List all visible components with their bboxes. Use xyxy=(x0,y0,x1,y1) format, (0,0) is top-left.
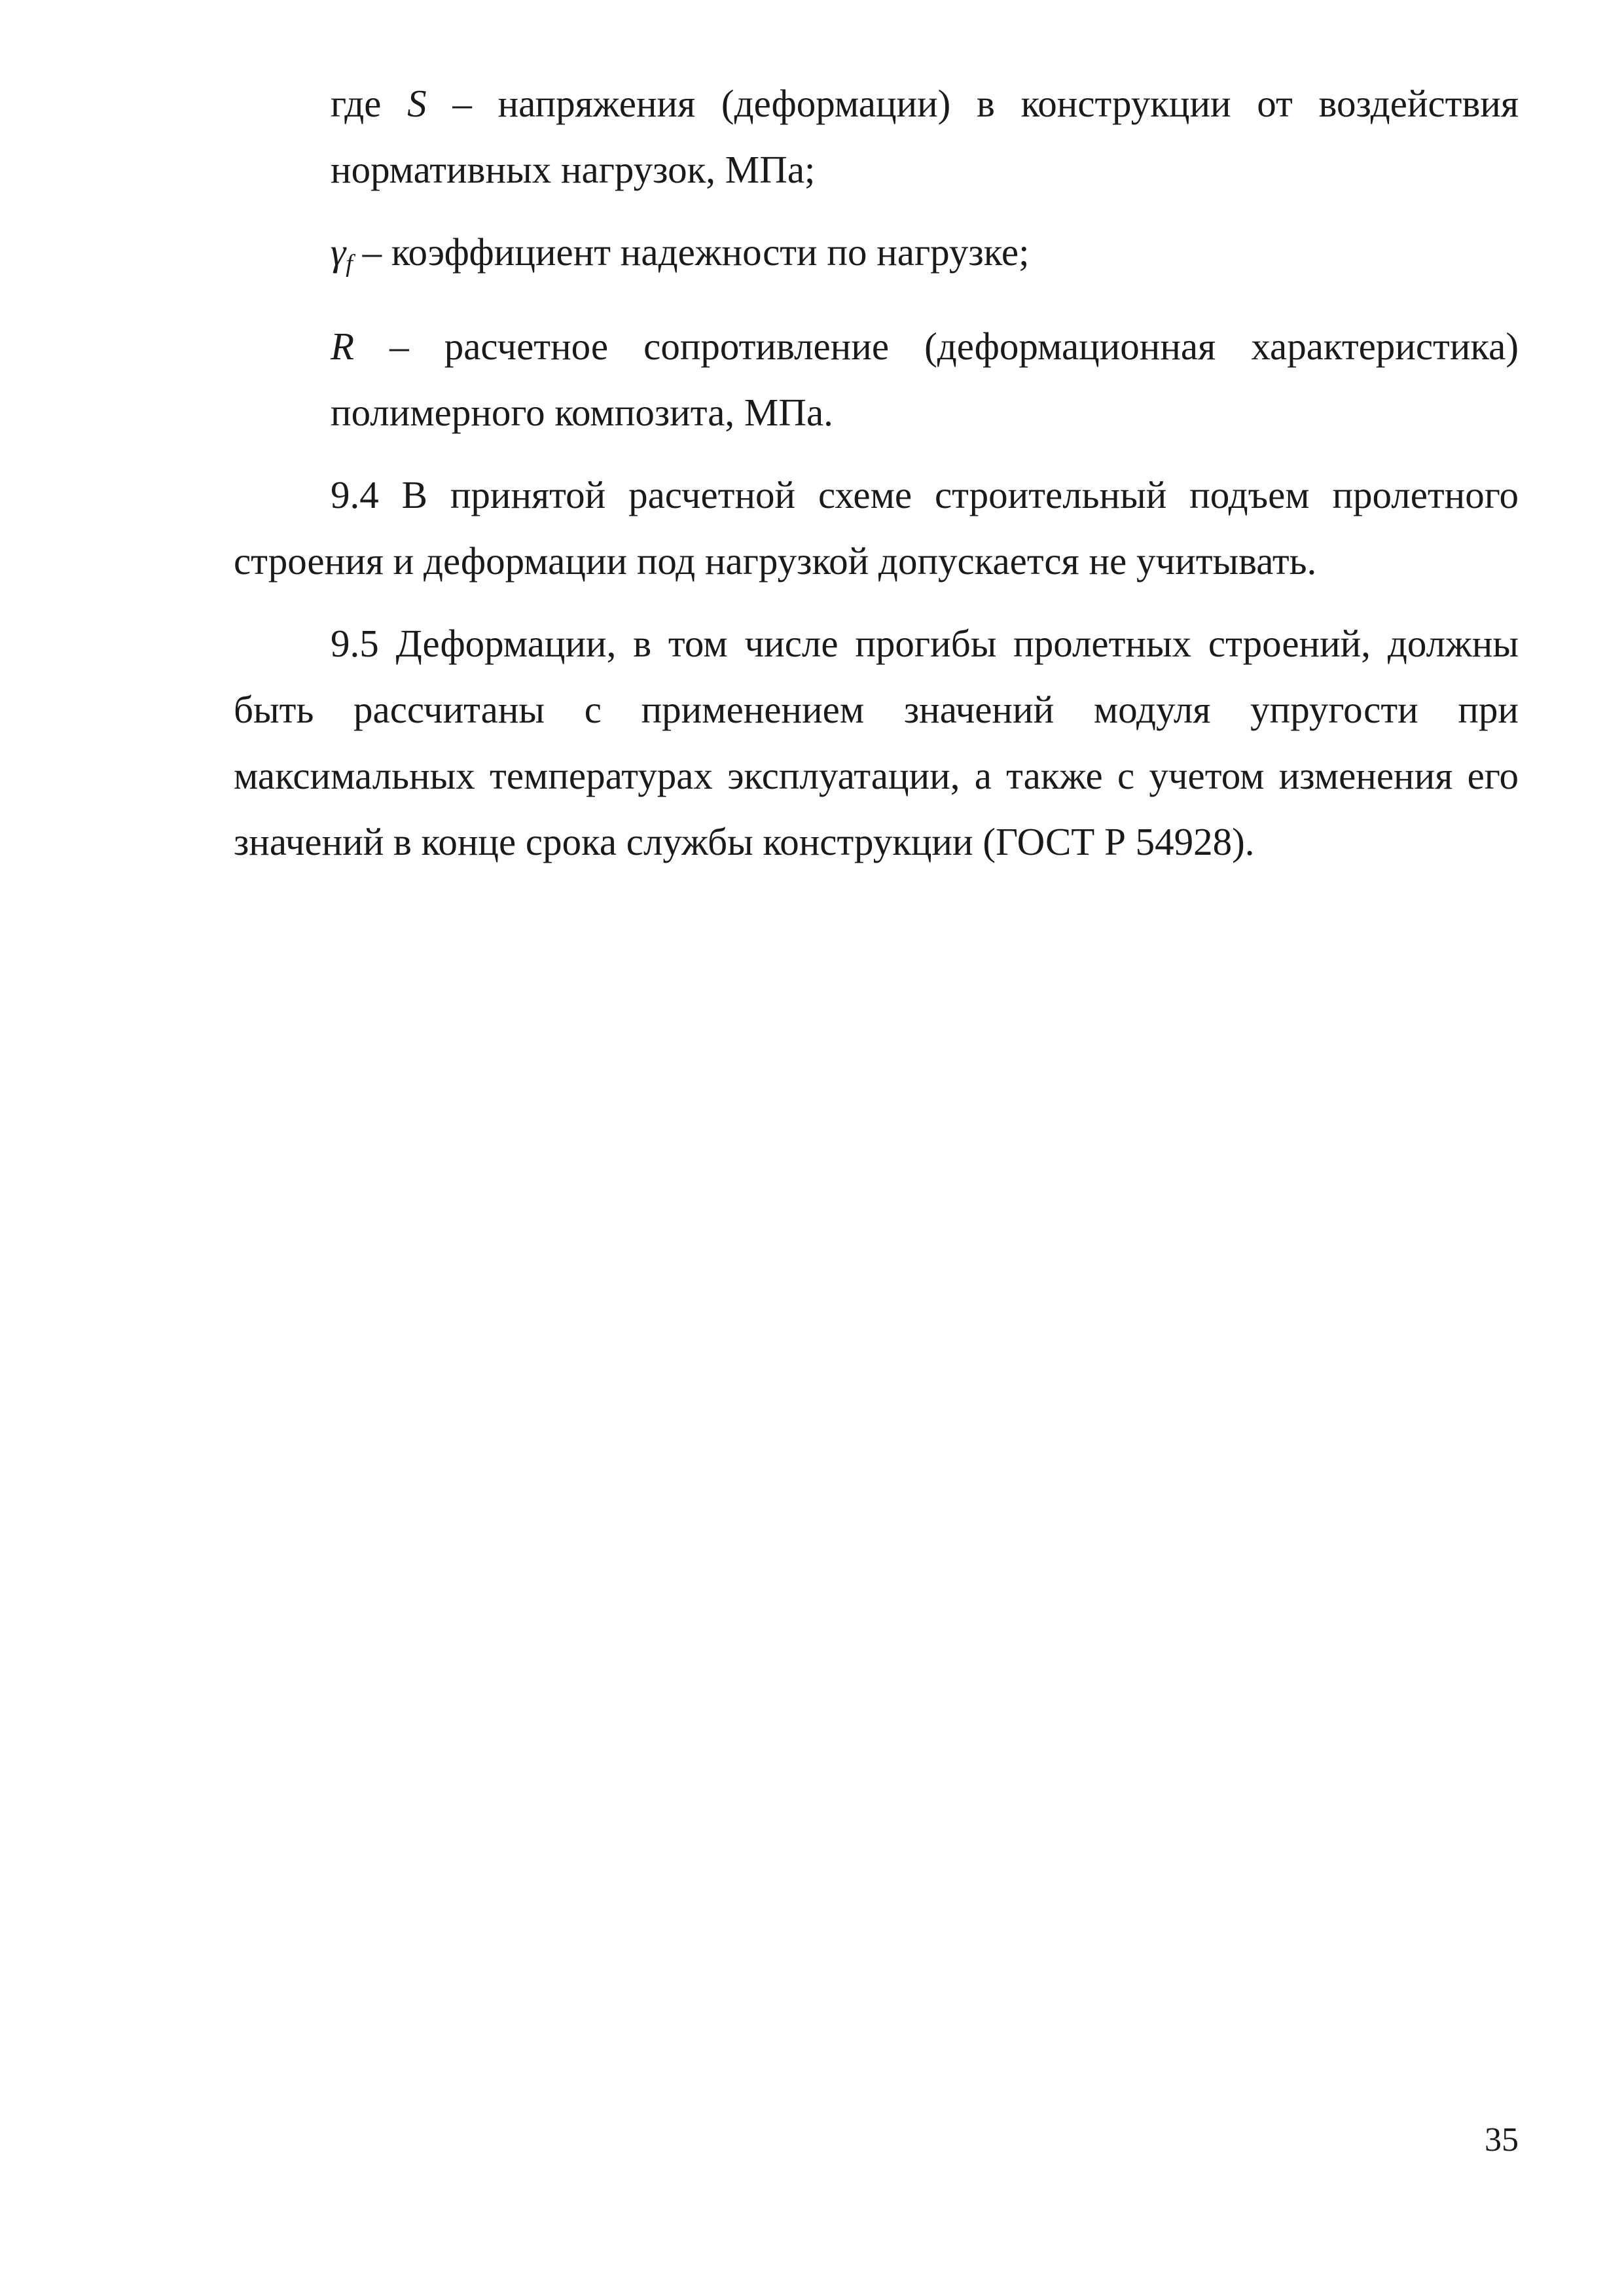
definition-dash: – xyxy=(389,325,409,368)
page-number: 35 xyxy=(1485,2121,1519,2159)
body-text xyxy=(234,71,1519,875)
definition-dash: – xyxy=(362,230,382,274)
definition-r xyxy=(234,314,1519,446)
paragraph-9-5: 9.5 Деформации, в том числе прогибы пролетных строений, должны быть рассчитаны с применением значений модуля упругости при максимальных температурах эксплуатации, а также с учетом изменения его значений в конце срока службы конструкции (ГОСТ Р 54928). xyxy=(234,622,1519,863)
definition-dash: – xyxy=(452,82,472,125)
symbol-subscript-f: f xyxy=(346,250,353,278)
symbol-s: S xyxy=(407,82,427,125)
definition-text: коэффициент надежности по нагрузке; xyxy=(391,230,1030,274)
paragraph-9-4: 9.4 В принятой расчетной схеме строительный подъем пролетного строения и деформации под нагрузкой допускается не учитывать. xyxy=(234,473,1519,583)
definition-s xyxy=(234,71,1519,203)
symbol-r: R xyxy=(331,325,355,368)
symbol-gamma: γ xyxy=(331,230,346,274)
definition-gamma-f xyxy=(234,219,1519,297)
definition-lead: где xyxy=(331,82,382,125)
definition-text: напряжения (деформации) в конструкции от воздействия нормативных нагрузок, МПа; xyxy=(331,82,1519,191)
definition-text: расчетное сопротивление (деформационная характеристика) полимерного композита, МПа. xyxy=(331,325,1519,434)
